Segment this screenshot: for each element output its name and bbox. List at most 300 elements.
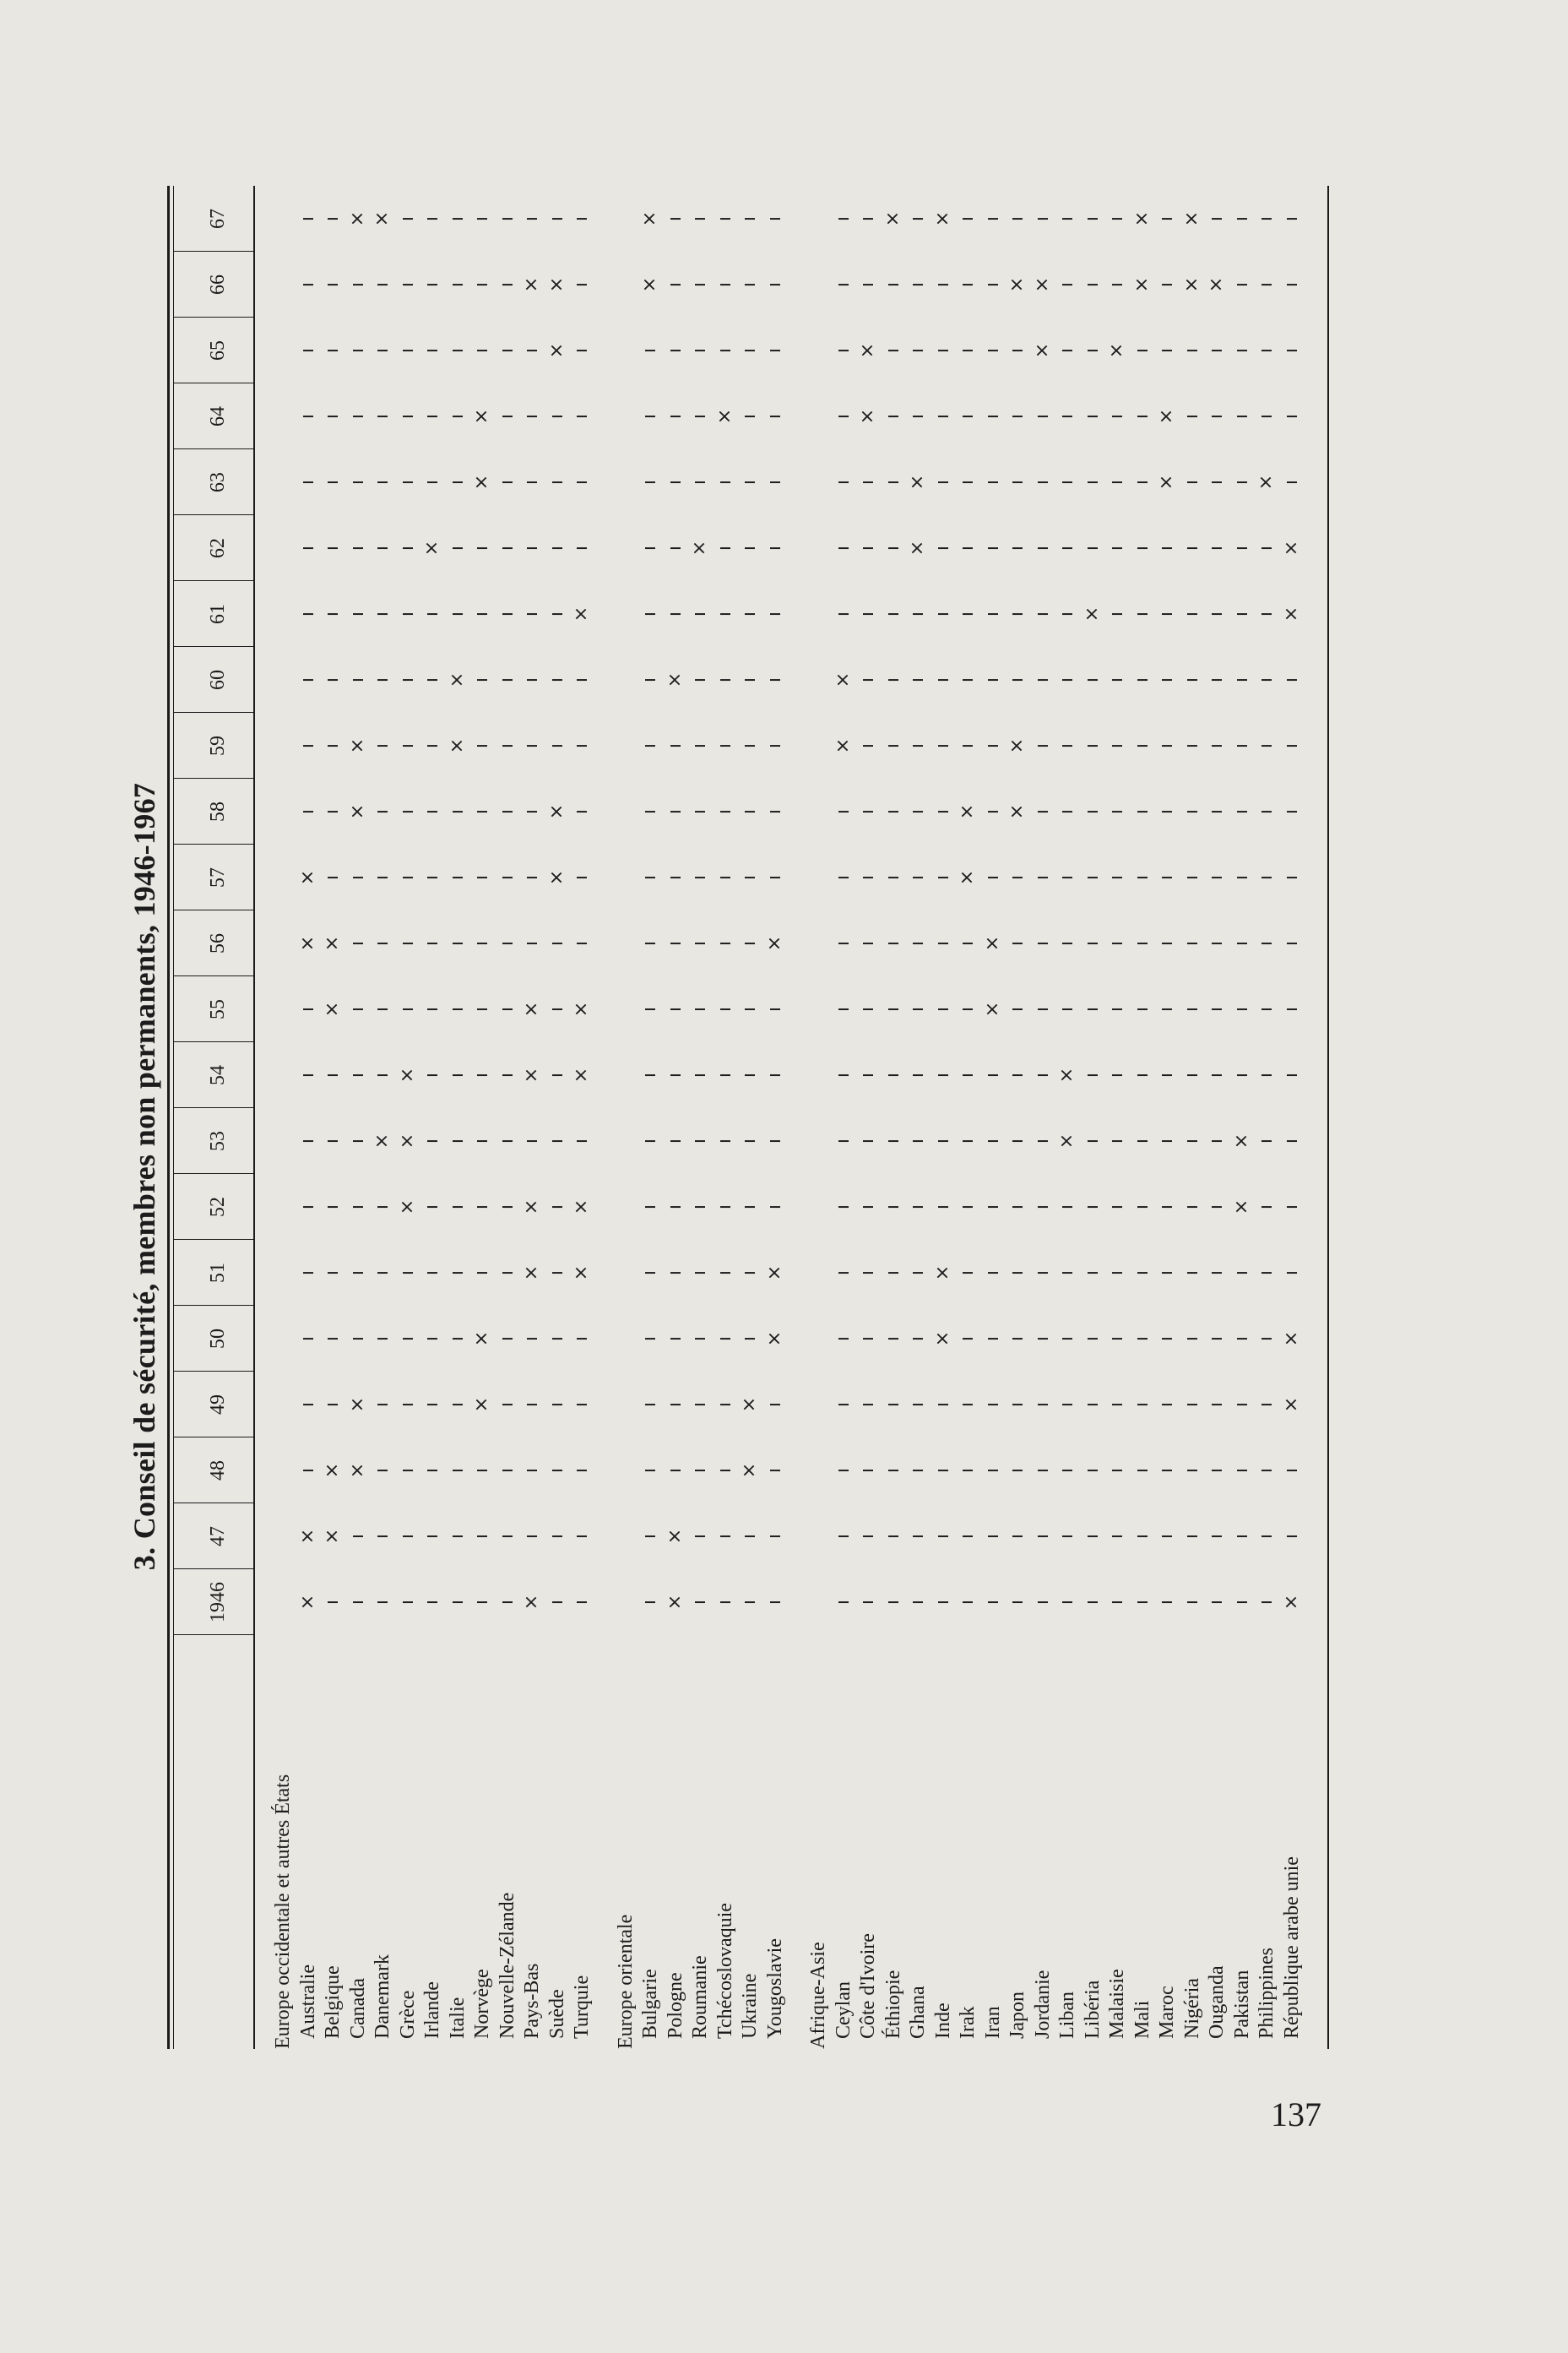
non-member-mark: ı bbox=[1081, 347, 1103, 354]
non-member-mark: ı bbox=[981, 742, 1003, 749]
non-member-mark: ı bbox=[1081, 1401, 1103, 1408]
member-mark: × bbox=[639, 210, 660, 227]
non-member-mark: ı bbox=[763, 1467, 785, 1474]
year-header: 52 bbox=[207, 1197, 229, 1217]
non-member-mark: ı bbox=[957, 1401, 978, 1408]
non-member-mark: ı bbox=[1206, 1401, 1227, 1408]
non-member-mark: ı bbox=[545, 1467, 567, 1474]
non-member-mark: ı bbox=[689, 413, 710, 420]
non-member-mark: ı bbox=[346, 1533, 368, 1540]
non-member-mark: ı bbox=[446, 1533, 468, 1540]
non-member-mark: ı bbox=[471, 1533, 492, 1540]
year-header: 66 bbox=[207, 274, 229, 295]
non-member-mark: ı bbox=[664, 1204, 686, 1210]
member-mark: × bbox=[1056, 1067, 1077, 1084]
non-member-mark: ı bbox=[1280, 1204, 1302, 1210]
non-member-mark: ı bbox=[832, 347, 854, 354]
non-member-mark: ı bbox=[1006, 413, 1028, 420]
non-member-mark: ı bbox=[713, 677, 735, 683]
country-label: Nouvelle-Zélande bbox=[496, 1892, 518, 2039]
non-member-mark: ı bbox=[857, 1467, 878, 1474]
non-member-mark: ı bbox=[1081, 479, 1103, 486]
non-member-mark: ı bbox=[1230, 677, 1252, 683]
non-member-mark: ı bbox=[1031, 545, 1053, 552]
non-member-mark: ı bbox=[664, 1401, 686, 1408]
non-member-mark: ı bbox=[521, 677, 542, 683]
non-member-mark: ı bbox=[1131, 1467, 1153, 1474]
non-member-mark: ı bbox=[1031, 1533, 1053, 1540]
non-member-mark: ı bbox=[372, 1072, 393, 1079]
non-member-mark: ı bbox=[296, 1467, 318, 1474]
non-member-mark: ı bbox=[981, 545, 1003, 552]
non-member-mark: ı bbox=[471, 742, 492, 749]
non-member-mark: ı bbox=[372, 1599, 393, 1606]
non-member-mark: ı bbox=[981, 611, 1003, 617]
group-heading: Europe occidentale et autres États bbox=[272, 1774, 294, 2049]
non-member-mark: ı bbox=[689, 1269, 710, 1276]
non-member-mark: ı bbox=[396, 940, 418, 947]
non-member-mark: ı bbox=[882, 1204, 903, 1210]
non-member-mark: ı bbox=[1106, 808, 1127, 815]
member-mark: × bbox=[763, 935, 785, 952]
non-member-mark: ı bbox=[545, 1006, 567, 1013]
non-member-mark: ı bbox=[521, 742, 542, 749]
non-member-mark: ı bbox=[907, 1401, 928, 1408]
member-mark: × bbox=[471, 1330, 492, 1347]
non-member-mark: ı bbox=[639, 874, 660, 881]
non-member-mark: ı bbox=[1230, 1467, 1252, 1474]
non-member-mark: ı bbox=[931, 611, 953, 617]
non-member-mark: ı bbox=[981, 1533, 1003, 1540]
non-member-mark: ı bbox=[931, 1138, 953, 1144]
non-member-mark: ı bbox=[1106, 479, 1127, 486]
non-member-mark: ı bbox=[1156, 1204, 1177, 1210]
non-member-mark: ı bbox=[1006, 1599, 1028, 1606]
non-member-mark: ı bbox=[471, 545, 492, 552]
non-member-mark: ı bbox=[496, 1599, 518, 1606]
non-member-mark: ı bbox=[981, 413, 1003, 420]
year-divider bbox=[173, 975, 253, 976]
non-member-mark: ı bbox=[1106, 1599, 1127, 1606]
country-label: Tchécoslovaquie bbox=[713, 1903, 736, 2039]
non-member-mark: ı bbox=[931, 479, 953, 486]
non-member-mark: ı bbox=[639, 1467, 660, 1474]
non-member-mark: ı bbox=[689, 479, 710, 486]
non-member-mark: ı bbox=[832, 413, 854, 420]
non-member-mark: ı bbox=[689, 1006, 710, 1013]
non-member-mark: ı bbox=[931, 545, 953, 552]
non-member-mark: ı bbox=[857, 1335, 878, 1342]
non-member-mark: ı bbox=[1230, 742, 1252, 749]
non-member-mark: ı bbox=[739, 413, 760, 420]
non-member-mark: ı bbox=[713, 1401, 735, 1408]
non-member-mark: ı bbox=[396, 808, 418, 815]
non-member-mark: ı bbox=[322, 281, 343, 288]
non-member-mark: ı bbox=[931, 1204, 953, 1210]
year-header: 49 bbox=[207, 1394, 229, 1415]
country-label: Turquie bbox=[571, 1975, 593, 2039]
non-member-mark: ı bbox=[1031, 1467, 1053, 1474]
non-member-mark: ı bbox=[421, 1467, 442, 1474]
member-mark: × bbox=[957, 869, 978, 886]
non-member-mark: ı bbox=[1106, 874, 1127, 881]
member-mark: × bbox=[832, 737, 854, 754]
year-divider bbox=[173, 1634, 253, 1635]
non-member-mark: ı bbox=[1081, 545, 1103, 552]
member-mark: × bbox=[931, 1330, 953, 1347]
non-member-mark: ı bbox=[857, 808, 878, 815]
non-member-mark: ı bbox=[521, 347, 542, 354]
non-member-mark: ı bbox=[1180, 1335, 1202, 1342]
non-member-mark: ı bbox=[1031, 874, 1053, 881]
member-mark: × bbox=[571, 1001, 592, 1018]
non-member-mark: ı bbox=[1156, 1269, 1177, 1276]
non-member-mark: ı bbox=[1056, 1467, 1077, 1474]
non-member-mark: ı bbox=[882, 677, 903, 683]
non-member-mark: ı bbox=[571, 545, 592, 552]
non-member-mark: ı bbox=[713, 1599, 735, 1606]
year-header: 59 bbox=[207, 736, 229, 756]
non-member-mark: ı bbox=[471, 281, 492, 288]
non-member-mark: ı bbox=[1206, 1335, 1227, 1342]
non-member-mark: ı bbox=[1256, 1269, 1277, 1276]
year-header: 57 bbox=[207, 867, 229, 888]
non-member-mark: ı bbox=[1106, 611, 1127, 617]
non-member-mark: ı bbox=[471, 1072, 492, 1079]
member-mark: × bbox=[396, 1067, 418, 1084]
non-member-mark: ı bbox=[521, 479, 542, 486]
non-member-mark: ı bbox=[545, 479, 567, 486]
non-member-mark: ı bbox=[1230, 281, 1252, 288]
country-label: Irak bbox=[957, 2006, 979, 2039]
non-member-mark: ı bbox=[1156, 347, 1177, 354]
non-member-mark: ı bbox=[496, 281, 518, 288]
year-divider bbox=[173, 1173, 253, 1174]
non-member-mark: ı bbox=[1256, 1467, 1277, 1474]
non-member-mark: ı bbox=[446, 1006, 468, 1013]
non-member-mark: ı bbox=[545, 1401, 567, 1408]
non-member-mark: ı bbox=[689, 742, 710, 749]
non-member-mark: ı bbox=[639, 1533, 660, 1540]
non-member-mark: ı bbox=[1081, 940, 1103, 947]
non-member-mark: ı bbox=[713, 1467, 735, 1474]
non-member-mark: ı bbox=[421, 479, 442, 486]
non-member-mark: ı bbox=[1131, 1335, 1153, 1342]
non-member-mark: ı bbox=[1056, 479, 1077, 486]
non-member-mark: ı bbox=[446, 874, 468, 881]
non-member-mark: ı bbox=[957, 545, 978, 552]
non-member-mark: ı bbox=[421, 215, 442, 222]
non-member-mark: ı bbox=[981, 1072, 1003, 1079]
member-mark: × bbox=[446, 737, 468, 754]
non-member-mark: ı bbox=[571, 874, 592, 881]
country-label: Ceylan bbox=[832, 1981, 855, 2039]
non-member-mark: ı bbox=[1180, 1138, 1202, 1144]
non-member-mark: ı bbox=[713, 281, 735, 288]
country-label: Japon bbox=[1006, 1992, 1028, 2039]
non-member-mark: ı bbox=[664, 874, 686, 881]
non-member-mark: ı bbox=[832, 545, 854, 552]
non-member-mark: ı bbox=[346, 677, 368, 683]
non-member-mark: ı bbox=[346, 1599, 368, 1606]
non-member-mark: ı bbox=[1131, 1204, 1153, 1210]
non-member-mark: ı bbox=[571, 1599, 592, 1606]
non-member-mark: ı bbox=[1081, 1467, 1103, 1474]
non-member-mark: ı bbox=[396, 545, 418, 552]
non-member-mark: ı bbox=[1031, 742, 1053, 749]
non-member-mark: ı bbox=[1156, 1006, 1177, 1013]
non-member-mark: ı bbox=[713, 874, 735, 881]
non-member-mark: ı bbox=[471, 1599, 492, 1606]
non-member-mark: ı bbox=[931, 1401, 953, 1408]
non-member-mark: ı bbox=[1031, 940, 1053, 947]
non-member-mark: ı bbox=[957, 1269, 978, 1276]
non-member-mark: ı bbox=[1206, 742, 1227, 749]
non-member-mark: ı bbox=[1206, 413, 1227, 420]
non-member-mark: ı bbox=[571, 742, 592, 749]
non-member-mark: ı bbox=[1006, 1269, 1028, 1276]
non-member-mark: ı bbox=[346, 940, 368, 947]
year-header: 58 bbox=[207, 802, 229, 822]
non-member-mark: ı bbox=[346, 1072, 368, 1079]
non-member-mark: ı bbox=[1006, 677, 1028, 683]
non-member-mark: ı bbox=[322, 677, 343, 683]
non-member-mark: ı bbox=[957, 1204, 978, 1210]
non-member-mark: ı bbox=[713, 1006, 735, 1013]
non-member-mark: ı bbox=[372, 413, 393, 420]
non-member-mark: ı bbox=[832, 1138, 854, 1144]
non-member-mark: ı bbox=[396, 1269, 418, 1276]
non-member-mark: ı bbox=[571, 940, 592, 947]
member-mark: × bbox=[1280, 1396, 1302, 1413]
non-member-mark: ı bbox=[832, 1533, 854, 1540]
non-member-mark: ı bbox=[496, 1072, 518, 1079]
non-member-mark: ı bbox=[471, 940, 492, 947]
non-member-mark: ı bbox=[907, 874, 928, 881]
member-mark: × bbox=[545, 869, 567, 886]
non-member-mark: ı bbox=[763, 1599, 785, 1606]
non-member-mark: ı bbox=[396, 1533, 418, 1540]
non-member-mark: ı bbox=[639, 1335, 660, 1342]
non-member-mark: ı bbox=[689, 1204, 710, 1210]
non-member-mark: ı bbox=[1081, 1072, 1103, 1079]
non-member-mark: ı bbox=[713, 1533, 735, 1540]
non-member-mark: ı bbox=[446, 1269, 468, 1276]
non-member-mark: ı bbox=[1081, 1138, 1103, 1144]
non-member-mark: ı bbox=[907, 808, 928, 815]
non-member-mark: ı bbox=[1230, 1599, 1252, 1606]
non-member-mark: ı bbox=[713, 742, 735, 749]
non-member-mark: ı bbox=[296, 1401, 318, 1408]
non-member-mark: ı bbox=[664, 1006, 686, 1013]
country-label: Mali bbox=[1131, 2000, 1153, 2039]
non-member-mark: ı bbox=[882, 1335, 903, 1342]
non-member-mark: ı bbox=[713, 611, 735, 617]
non-member-mark: ı bbox=[1106, 1467, 1127, 1474]
non-member-mark: ı bbox=[1056, 1599, 1077, 1606]
non-member-mark: ı bbox=[639, 611, 660, 617]
non-member-mark: ı bbox=[713, 1204, 735, 1210]
year-divider bbox=[173, 646, 253, 647]
non-member-mark: ı bbox=[882, 742, 903, 749]
non-member-mark: ı bbox=[1131, 874, 1153, 881]
non-member-mark: ı bbox=[832, 1072, 854, 1079]
non-member-mark: ı bbox=[857, 1138, 878, 1144]
member-mark: × bbox=[521, 1264, 542, 1281]
non-member-mark: ı bbox=[296, 1006, 318, 1013]
non-member-mark: ı bbox=[931, 940, 953, 947]
non-member-mark: ı bbox=[763, 808, 785, 815]
country-label: Nigéria bbox=[1180, 1978, 1203, 2039]
non-member-mark: ı bbox=[571, 1533, 592, 1540]
non-member-mark: ı bbox=[664, 281, 686, 288]
non-member-mark: ı bbox=[981, 215, 1003, 222]
non-member-mark: ı bbox=[832, 281, 854, 288]
member-mark: × bbox=[471, 408, 492, 425]
non-member-mark: ı bbox=[346, 874, 368, 881]
non-member-mark: ı bbox=[1006, 874, 1028, 881]
non-member-mark: ı bbox=[1131, 940, 1153, 947]
non-member-mark: ı bbox=[1156, 677, 1177, 683]
non-member-mark: ı bbox=[521, 940, 542, 947]
non-member-mark: ı bbox=[571, 215, 592, 222]
non-member-mark: ı bbox=[372, 1006, 393, 1013]
non-member-mark: ı bbox=[857, 874, 878, 881]
non-member-mark: ı bbox=[471, 215, 492, 222]
non-member-mark: ı bbox=[1230, 545, 1252, 552]
non-member-mark: ı bbox=[1081, 281, 1103, 288]
country-label: Bulgarie bbox=[639, 1969, 661, 2039]
non-member-mark: ı bbox=[1056, 1204, 1077, 1210]
year-header: 50 bbox=[207, 1329, 229, 1349]
member-mark: × bbox=[545, 803, 567, 820]
year-header: 60 bbox=[207, 670, 229, 690]
non-member-mark: ı bbox=[1206, 611, 1227, 617]
non-member-mark: ı bbox=[713, 1072, 735, 1079]
non-member-mark: ı bbox=[639, 677, 660, 683]
non-member-mark: ı bbox=[957, 1467, 978, 1474]
non-member-mark: ı bbox=[739, 1599, 760, 1606]
non-member-mark: ı bbox=[1256, 347, 1277, 354]
non-member-mark: ı bbox=[907, 215, 928, 222]
non-member-mark: ı bbox=[1081, 413, 1103, 420]
non-member-mark: ı bbox=[907, 347, 928, 354]
member-mark: × bbox=[1006, 276, 1028, 293]
non-member-mark: ı bbox=[739, 1072, 760, 1079]
non-member-mark: ı bbox=[981, 1269, 1003, 1276]
non-member-mark: ı bbox=[907, 1269, 928, 1276]
year-divider bbox=[173, 514, 253, 515]
non-member-mark: ı bbox=[1256, 215, 1277, 222]
non-member-mark: ı bbox=[1156, 874, 1177, 881]
non-member-mark: ı bbox=[639, 1599, 660, 1606]
non-member-mark: ı bbox=[1031, 1401, 1053, 1408]
non-member-mark: ı bbox=[689, 611, 710, 617]
non-member-mark: ı bbox=[639, 1138, 660, 1144]
non-member-mark: ı bbox=[471, 1006, 492, 1013]
non-member-mark: ı bbox=[981, 1599, 1003, 1606]
non-member-mark: ı bbox=[907, 1467, 928, 1474]
year-header: 67 bbox=[207, 209, 229, 229]
non-member-mark: ı bbox=[689, 1072, 710, 1079]
country-label: Irlande bbox=[421, 1981, 443, 2039]
non-member-mark: ı bbox=[1206, 874, 1227, 881]
non-member-mark: ı bbox=[1206, 1138, 1227, 1144]
non-member-mark: ı bbox=[372, 1467, 393, 1474]
non-member-mark: ı bbox=[882, 1599, 903, 1606]
non-member-mark: ı bbox=[739, 1204, 760, 1210]
member-mark: × bbox=[1280, 606, 1302, 622]
non-member-mark: ı bbox=[981, 1401, 1003, 1408]
non-member-mark: ı bbox=[1280, 347, 1302, 354]
non-member-mark: ı bbox=[372, 1401, 393, 1408]
year-header: 1946 bbox=[207, 1582, 229, 1622]
non-member-mark: ı bbox=[957, 1138, 978, 1144]
country-label: Philippines bbox=[1256, 1947, 1278, 2039]
non-member-mark: ı bbox=[521, 874, 542, 881]
non-member-mark: ı bbox=[1206, 940, 1227, 947]
non-member-mark: ı bbox=[689, 1138, 710, 1144]
non-member-mark: ı bbox=[739, 1006, 760, 1013]
non-member-mark: ı bbox=[1156, 742, 1177, 749]
non-member-mark: ı bbox=[1106, 1269, 1127, 1276]
non-member-mark: ı bbox=[931, 677, 953, 683]
non-member-mark: ı bbox=[1106, 1533, 1127, 1540]
non-member-mark: ı bbox=[1180, 874, 1202, 881]
non-member-mark: ı bbox=[882, 1401, 903, 1408]
country-label: Ouganda bbox=[1206, 1965, 1228, 2039]
member-mark: × bbox=[346, 1462, 368, 1479]
non-member-mark: ı bbox=[296, 1204, 318, 1210]
non-member-mark: ı bbox=[1031, 677, 1053, 683]
non-member-mark: ı bbox=[521, 808, 542, 815]
non-member-mark: ı bbox=[689, 1335, 710, 1342]
non-member-mark: ı bbox=[882, 545, 903, 552]
non-member-mark: ı bbox=[421, 1599, 442, 1606]
non-member-mark: ı bbox=[1131, 1138, 1153, 1144]
non-member-mark: ı bbox=[1256, 611, 1277, 617]
year-divider bbox=[173, 1371, 253, 1372]
non-member-mark: ı bbox=[396, 1335, 418, 1342]
non-member-mark: ı bbox=[496, 1467, 518, 1474]
non-member-mark: ı bbox=[664, 611, 686, 617]
non-member-mark: ı bbox=[521, 611, 542, 617]
country-label: Maroc bbox=[1156, 1986, 1178, 2039]
member-mark: × bbox=[521, 1001, 542, 1018]
country-label: République arabe unie bbox=[1280, 1856, 1303, 2039]
non-member-mark: ı bbox=[1256, 281, 1277, 288]
non-member-mark: ı bbox=[322, 1138, 343, 1144]
non-member-mark: ı bbox=[1180, 1269, 1202, 1276]
non-member-mark: ı bbox=[907, 1006, 928, 1013]
non-member-mark: ı bbox=[545, 1533, 567, 1540]
non-member-mark: ı bbox=[471, 611, 492, 617]
non-member-mark: ı bbox=[1180, 1401, 1202, 1408]
non-member-mark: ı bbox=[1131, 1533, 1153, 1540]
non-member-mark: ı bbox=[396, 677, 418, 683]
member-mark: × bbox=[1131, 276, 1153, 293]
non-member-mark: ı bbox=[1180, 1072, 1202, 1079]
non-member-mark: ı bbox=[832, 940, 854, 947]
non-member-mark: ı bbox=[1031, 1138, 1053, 1144]
non-member-mark: ı bbox=[763, 347, 785, 354]
non-member-mark: ı bbox=[322, 1335, 343, 1342]
non-member-mark: ı bbox=[907, 1138, 928, 1144]
non-member-mark: ı bbox=[372, 1269, 393, 1276]
non-member-mark: ı bbox=[957, 677, 978, 683]
non-member-mark: ı bbox=[446, 1467, 468, 1474]
non-member-mark: ı bbox=[763, 479, 785, 486]
